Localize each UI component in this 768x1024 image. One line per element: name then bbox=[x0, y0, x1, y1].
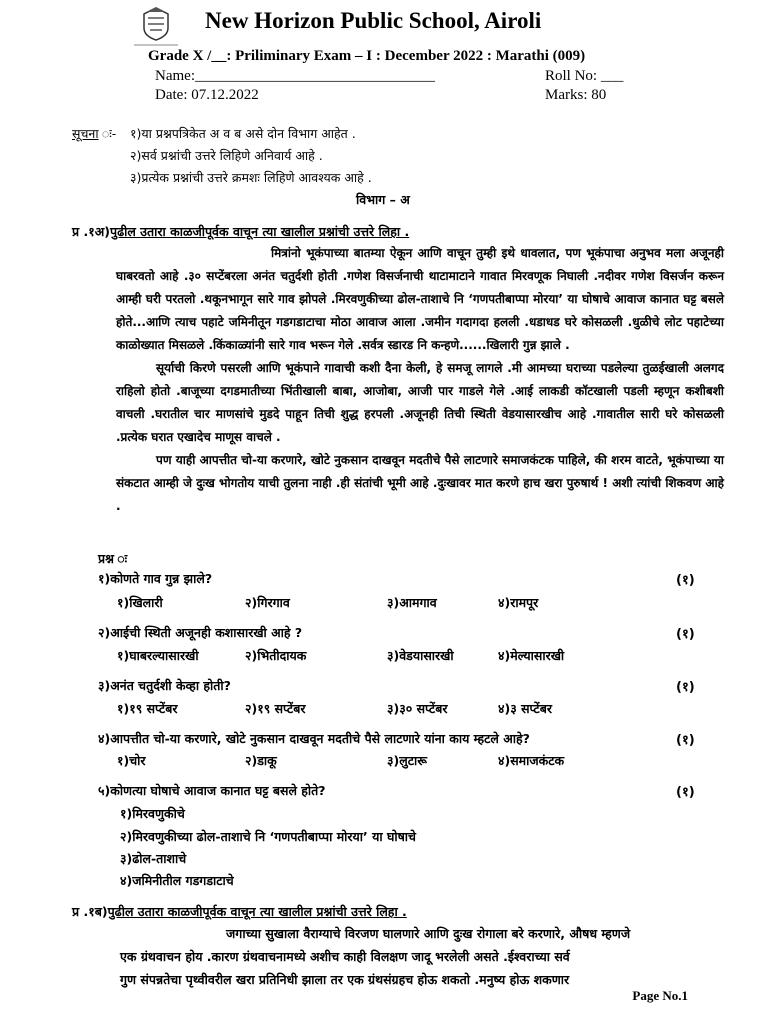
question-5-marks: (१) bbox=[676, 785, 695, 800]
roll-no-field: Roll No: ___ bbox=[545, 68, 624, 84]
question-2-option-1: १)घाबरल्यासारखी bbox=[117, 648, 199, 663]
questions-heading: प्रश्न ः bbox=[98, 551, 128, 566]
question-5-option-2: २)मिरवणुकीच्या ढोल-ताशाचे नि ‘गणपतीबाप्पा मोरया’ या घोषाचे bbox=[120, 829, 416, 844]
question-2-marks: (१) bbox=[676, 627, 695, 642]
passage-b-line-1: जगाच्या सुखाला वैराग्याचे विरजण घालणारे आणि दुःख रोगाला बरे करणारे, औषध म्हणजे bbox=[226, 926, 631, 941]
question-3-option-2: २)१९ सप्टेंबर bbox=[245, 701, 306, 716]
instructions-separator: ः- bbox=[111, 126, 117, 141]
name-field: Name:________________________________ bbox=[155, 68, 435, 84]
question-2-option-3: ३)वेडयासारखी bbox=[387, 648, 454, 663]
question-1-option-4: ४)रामपूर bbox=[498, 595, 539, 610]
question-4-option-2: २)डाकू bbox=[245, 753, 277, 768]
q1b-instruction: पुढील उतारा काळजीपूर्वक वाचून त्या खालील प्रश्नांची उत्तरे लिहा . bbox=[107, 904, 407, 919]
instruction-item-3: ३)प्रत्येक प्रश्नांची उत्तरे क्रमशः लिहिणे आवश्यक आहे . bbox=[130, 170, 372, 185]
passage-a-paragraph-3: पण याही आपत्तीत चो-या करणारे, खोटे नुकसान दाखवून मदतीचे पैसे लाटणारे समाजकंटक पाहिले, की शरम वाटते, भूकंपाच्या या संकटात आम्ही जे दुःख भोगतोय याची तुलना नाही .ही संतांची भूमी आहे .दुःखावर मात करणे हाच खरा पुरुषार्थ ! अशी त्यांची शिकवण आहे . bbox=[116, 453, 724, 513]
question-5-option-4: ४)जमिनीतील गडगडाटाचे bbox=[120, 873, 234, 888]
passage-a bbox=[116, 242, 724, 518]
question-1-marks: (१) bbox=[676, 573, 695, 588]
instruction-item-2: २)सर्व प्रश्नांची उत्तरे लिहिणे अनिवार्य आहे . bbox=[130, 148, 323, 163]
q1a-label: प्र .१अ) bbox=[72, 224, 110, 239]
q1b-label: प्र .१ब) bbox=[72, 904, 108, 919]
question-5-option-3: ३)ढोल-ताशाचे bbox=[120, 851, 187, 866]
question-1: १)कोणते गाव गुन्न झाले? bbox=[98, 571, 213, 586]
question-3-marks: (१) bbox=[676, 680, 695, 695]
instructions-heading-text: सूचना bbox=[72, 126, 99, 141]
page-number: Page No.1 bbox=[632, 988, 688, 1003]
exam-line: Grade X /__: Priliminary Exam – I : December 2022 : Marathi (009) bbox=[148, 48, 586, 64]
question-5-option-1: १)मिरवणुकीचे bbox=[120, 806, 185, 821]
question-4: ४)आपत्तीत चो-या करणारे, खोटे नुकसान दाखवून मदतीचे पैसे लाटणारे यांना काय म्हटले आहे? bbox=[98, 731, 530, 746]
question-2-option-2: २)भितीदायक bbox=[245, 648, 307, 663]
question-3-option-1: १)१९ सप्टेंबर bbox=[117, 701, 178, 716]
section-title: विभाग – अ bbox=[356, 192, 410, 207]
instructions-heading bbox=[72, 125, 116, 142]
question-5: ५)कोणत्या घोषाचे आवाज कानात घट्ट बसले होते? bbox=[98, 783, 326, 798]
question-3: ३)अनंत चतुर्दशी केव्हा होती? bbox=[98, 678, 231, 693]
passage-b-line-2: एक ग्रंथवाचन होय .कारण ग्रंथवाचनामध्ये अशीच काही विलक्षण जादू भरलेली असते .ईश्वराच्या सर्व bbox=[120, 949, 570, 964]
q1a-instruction: पुढील उतारा काळजीपूर्वक वाचून त्या खालील प्रश्नांची उत्तरे लिहा . bbox=[109, 224, 410, 239]
passage-b-line-3: गुण संपन्नतेचा पृथ्वीवरील खरा प्रतिनिधी झाला तर एक ग्रंथसंग्रहच होऊ शकतो .मनुष्य होऊ शकणार bbox=[120, 972, 570, 987]
question-4-marks: (१) bbox=[676, 733, 695, 748]
question-4-option-3: ३)लुटारू bbox=[387, 753, 427, 768]
question-4-option-4: ४)समाजकंटक bbox=[498, 753, 565, 768]
instruction-item-1: १)या प्रश्नपत्रिकेत अ व ब असे दोन विभाग आहेत . bbox=[130, 126, 356, 141]
question-2: २)आईची स्थिती अजूनही कशासारखी आहे ? bbox=[98, 625, 303, 640]
exam-date: Date: 07.12.2022 bbox=[155, 87, 259, 103]
question-2-option-4: ४)मेल्यासारखी bbox=[498, 648, 565, 663]
question-4-option-1: १)चोर bbox=[117, 753, 146, 768]
question-3-option-4: ४)३ सप्टेंबर bbox=[498, 701, 552, 716]
question-1-option-2: २)गिरगाव bbox=[245, 595, 290, 610]
passage-a-paragraph-2: सूर्याची किरणे पसरली आणि भूकंपाने गावाची कशी दैना केली, हे समजू लागले .मी आमच्या घराच्या पडलेल्या तुळईखाली अलगद राहिलो होतो .बाजूच्या दगडमातीच्या भिंतीखाली बाबा, आजोबा, आजी पार गाडले गेले .आई लाकडी कॉटखाली पडली म्हणून कशीबशी वाचली .घरातील चार माणसांचे मुडदे पाहून तिची शुद्ध हरपली .अजूनही तिची स्थिती वेडयासारखीच आहे .गावातील सारी घरे कोसळली .प्रत्येक घरात एखादेच माणूस वाचले . bbox=[116, 361, 724, 444]
question-3-option-3: ३)३० सप्टेंबर bbox=[387, 701, 448, 716]
total-marks: Marks: 80 bbox=[545, 87, 607, 103]
school-logo bbox=[128, 6, 184, 50]
q1a-heading bbox=[72, 223, 409, 240]
passage-a-paragraph-1: मित्रांनो भूकंपाच्या बातम्या ऐकून आणि वाचून तुम्ही इथे धावलात, पण भूकंपाचा अनुभव मला अजूनही घाबरवतो आहे .३० सप्टेंबरला अनंत चतुर्दशी होती .गणेश विसर्जनाची थाटामाटाने गावात मिरवणूक निघाली .नदीवर गणेश विसर्जन करून आम्ही घरी परतलो .थकूनभागून सारे गाव झोपले .मिरवणुकीच्या ढोल-ताशाचे नि ‘गणपतीबाप्पा मोरया’ या घोषाचे आवाज कानात घट्ट बसले होते...आणि त्याच पहाटे जमिनीतून गडगडाटाचा मोठा आवाज आला .जमीन गदागदा हलली .धडाधड घरे कोसळली .धुळीचे लोट पहाटेच्या काळोख्यात मिसळले .किंकाळ्यांनी सारे गाव भरून गेले .सर्वत्र स्‍डारड नि कन्हणे......खिलारी गुन्न झाले . bbox=[116, 246, 724, 352]
q1b-heading bbox=[72, 903, 407, 920]
school-name: New Horizon Public School, Airoli bbox=[205, 8, 542, 33]
question-1-option-3: ३)आमगाव bbox=[387, 595, 437, 610]
question-1-option-1: १)खिलारी bbox=[117, 595, 163, 610]
